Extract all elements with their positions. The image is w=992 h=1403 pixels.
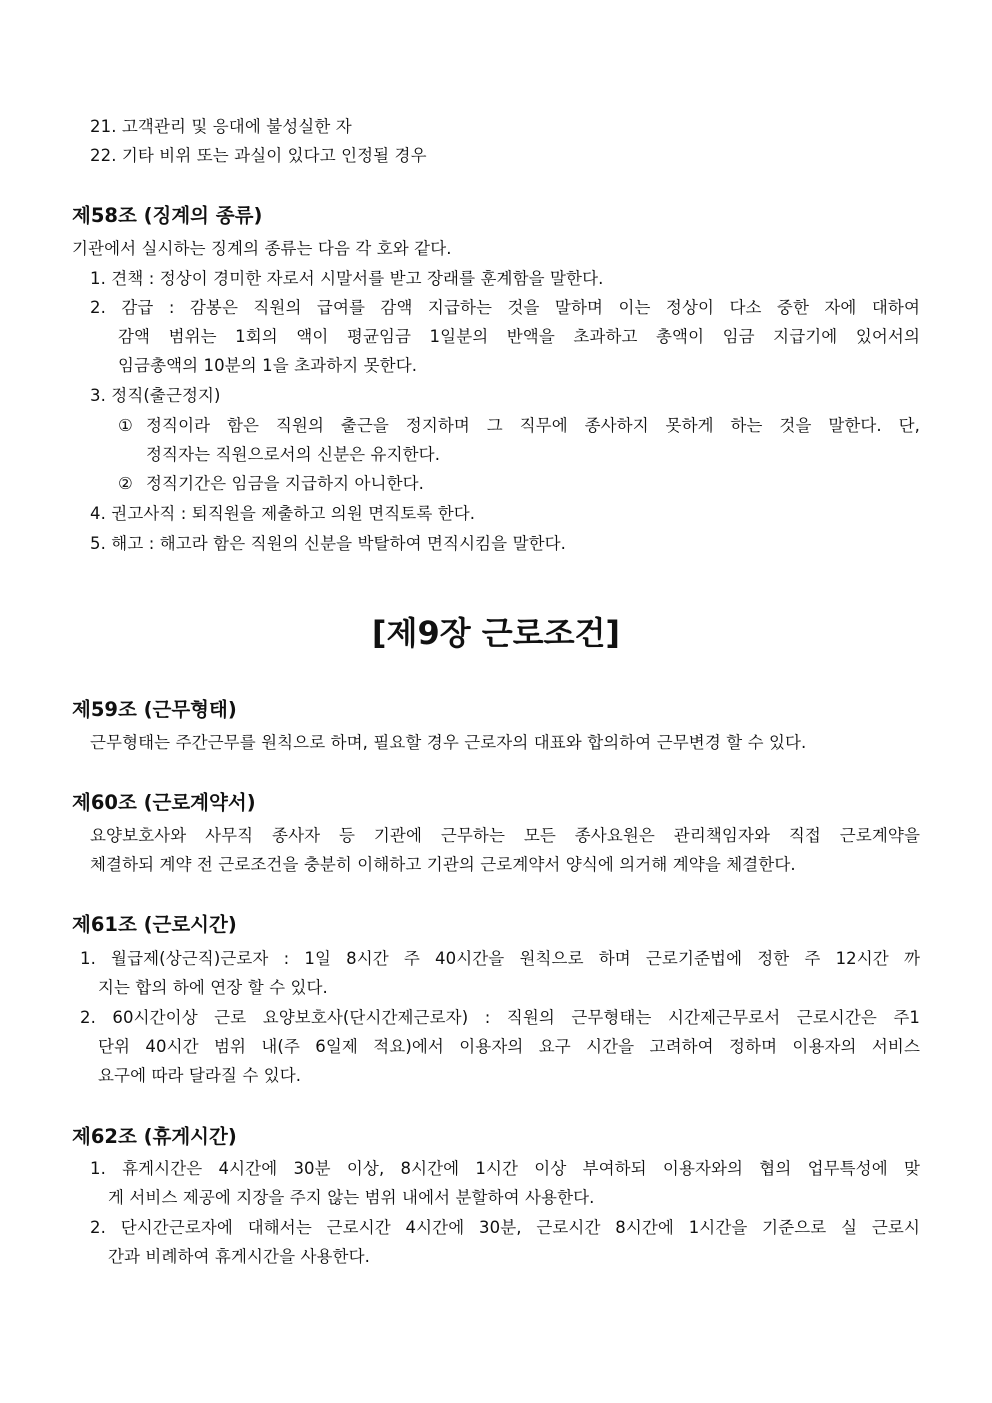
list-item-22: 22. 기타 비위 또는 과실이 있다고 인정될 경우 xyxy=(90,146,427,165)
article-62-item-2-line-2: 간과 비례하여 휴게시간을 사용한다. xyxy=(108,1247,370,1266)
article-62-item-1-line-2: 게 서비스 제공에 지장을 주지 않는 범위 내에서 분할하여 사용한다. xyxy=(108,1188,595,1207)
article-58-sub-2 xyxy=(118,473,424,495)
article-62-item-2-line-1: 2. 단시간근로자에 대해서는 근로시간 4시간에 30분, 근로시간 8시간에 1시간을 기준으로 실 근로시 xyxy=(90,1218,920,1237)
list-item-21: 21. 고객관리 및 응대에 불성실한 자 xyxy=(90,117,352,136)
article-61-item-1-line-2: 지는 합의 하에 연장 할 수 있다. xyxy=(98,978,328,997)
chapter-9-title: [제9장 근로조건] xyxy=(371,614,621,652)
article-59-body: 근무형태는 주간근무를 원칙으로 하며, 필요할 경우 근로자의 대표와 합의하여 근무변경 할 수 있다. xyxy=(90,733,807,752)
article-60-line-1: 요양보호사와 사무직 종사자 등 기관에 근무하는 모든 종사요원은 관리책임자와 직접 근로계약을 xyxy=(90,826,920,845)
article-58-intro: 기관에서 실시하는 징계의 종류는 다음 각 호와 같다. xyxy=(72,239,452,258)
article-58-item-5: 5. 해고 : 해고라 함은 직원의 신분을 박탈하여 면직시킴을 말한다. xyxy=(90,534,567,553)
article-58-item-2-line-1: 2. 감급 : 감봉은 직원의 급여를 감액 지급하는 것을 말하며 이는 정상이 다소 중한 자에 대하여 xyxy=(90,298,920,317)
article-58-item-1: 1. 견책 : 정상이 경미한 자로서 시말서를 받고 장래를 훈계함을 말한다. xyxy=(90,269,604,288)
circled-2-marker: ② xyxy=(118,474,133,493)
article-58-sub-1-line-2: 정직자는 직원으로서의 신분은 유지한다. xyxy=(146,445,441,464)
article-61-item-2-line-2: 단위 40시간 범위 내(주 6일제 적요)에서 이용자의 요구 시간을 고려하여 정하며 이용자의 서비스 xyxy=(98,1037,920,1056)
article-62-title: 제62조 (휴게시간) xyxy=(72,1125,237,1148)
article-62-item-1-line-1: 1. 휴게시간은 4시간에 30분 이상, 8시간에 1시간 이상 부여하되 이용자와의 협의 업무특성에 맞 xyxy=(90,1159,920,1178)
article-58-title: 제58조 (징계의 종류) xyxy=(72,204,263,227)
article-61-item-1-line-1: 1. 월급제(상근직)근로자 : 1일 8시간 주 40시간을 원칙으로 하며 근로기준법에 정한 주 12시간 까 xyxy=(80,949,920,968)
article-58-item-2-line-3: 임금총액의 10분의 1을 초과하지 못한다. xyxy=(118,356,418,375)
article-59-title: 제59조 (근무형태) xyxy=(72,698,237,721)
article-61-item-2-line-3: 요구에 따라 달라질 수 있다. xyxy=(98,1066,302,1085)
article-58-sub-1-line-1 xyxy=(118,415,920,437)
sub-1-text: 정직이라 함은 직원의 출근을 정지하며 그 직무에 종사하지 못하게 하는 것을 말한다. 단, xyxy=(146,416,920,435)
article-58-item-2-line-2: 감액 범위는 1회의 액이 평균임금 1일분의 반액을 초과하고 총액이 임금 지급기에 있어서의 xyxy=(118,327,920,346)
article-58-item-4: 4. 권고사직 : 퇴직원을 제출하고 의원 면직토록 한다. xyxy=(90,504,476,523)
article-61-item-2-line-1: 2. 60시간이상 근로 요양보호사(단시간제근로자) : 직원의 근무형태는 시간제근무로서 근로시간은 주1 xyxy=(80,1008,920,1027)
article-58-item-3: 3. 정직(출근정지) xyxy=(90,386,221,405)
sub-2-text: 정직기간은 임금을 지급하지 아니한다. xyxy=(146,474,425,493)
article-60-title: 제60조 (근로계약서) xyxy=(72,791,256,814)
article-61-title: 제61조 (근로시간) xyxy=(72,913,237,936)
circled-1-marker: ① xyxy=(118,416,133,435)
article-60-line-2: 체결하되 계약 전 근로조건을 충분히 이해하고 기관의 근로계약서 양식에 의거해 계약을 체결한다. xyxy=(90,855,796,874)
